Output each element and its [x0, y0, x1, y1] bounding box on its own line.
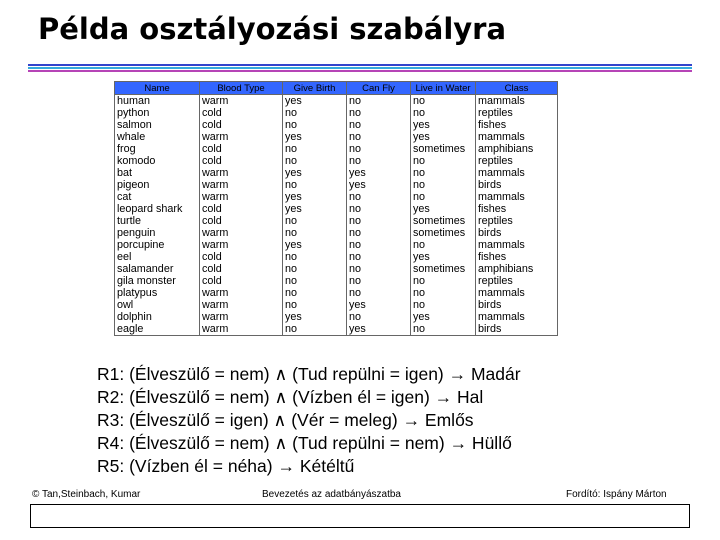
cell-class: amphibians: [476, 263, 558, 275]
cell-name: whale: [115, 131, 200, 143]
cell-class: fishes: [476, 119, 558, 131]
cell-class: birds: [476, 227, 558, 239]
cell-blood-type: warm: [200, 323, 283, 336]
cell-blood-type: warm: [200, 287, 283, 299]
table-row: [115, 323, 558, 336]
cell-live-in-water: no: [411, 299, 476, 311]
column-header-can-fly: Can Fly: [347, 82, 411, 95]
cell-give-birth: yes: [283, 95, 347, 108]
cell-name: python: [115, 107, 200, 119]
cell-name: salmon: [115, 119, 200, 131]
cell-name: eagle: [115, 323, 200, 336]
cell-class: fishes: [476, 203, 558, 215]
cell-live-in-water: sometimes: [411, 215, 476, 227]
cell-can-fly: yes: [347, 167, 411, 179]
table-row: [115, 275, 558, 287]
table-row: [115, 227, 558, 239]
cell-class: mammals: [476, 311, 558, 323]
cell-class: fishes: [476, 251, 558, 263]
cell-live-in-water: no: [411, 275, 476, 287]
rule-list: [97, 363, 521, 478]
cell-class: mammals: [476, 167, 558, 179]
rule-r1: R1: (Élveszülő = nem) ∧ (Tud repülni = igen) → Madár: [97, 364, 521, 384]
cell-give-birth: no: [283, 275, 347, 287]
table-row: [115, 263, 558, 275]
column-header-live-in-water: Live in Water: [411, 82, 476, 95]
cell-class: birds: [476, 299, 558, 311]
cell-blood-type: cold: [200, 263, 283, 275]
cell-name: komodo: [115, 155, 200, 167]
cell-give-birth: no: [283, 299, 347, 311]
cell-blood-type: cold: [200, 119, 283, 131]
table-row: [115, 155, 558, 167]
cell-class: birds: [476, 323, 558, 336]
cell-can-fly: no: [347, 131, 411, 143]
table-row: [115, 287, 558, 299]
cell-give-birth: yes: [283, 131, 347, 143]
cell-live-in-water: no: [411, 323, 476, 336]
cell-blood-type: cold: [200, 203, 283, 215]
table-row: [115, 95, 558, 108]
cell-name: porcupine: [115, 239, 200, 251]
cell-name: frog: [115, 143, 200, 155]
cell-class: reptiles: [476, 155, 558, 167]
table-row: [115, 239, 558, 251]
cell-class: reptiles: [476, 275, 558, 287]
cell-can-fly: no: [347, 107, 411, 119]
table-body: [115, 95, 558, 336]
cell-give-birth: no: [283, 215, 347, 227]
cell-can-fly: yes: [347, 323, 411, 336]
cell-live-in-water: yes: [411, 251, 476, 263]
cell-live-in-water: sometimes: [411, 143, 476, 155]
title-underline-blue: [28, 64, 692, 66]
cell-blood-type: cold: [200, 143, 283, 155]
column-header-class: Class: [476, 82, 558, 95]
cell-class: reptiles: [476, 215, 558, 227]
cell-live-in-water: no: [411, 95, 476, 108]
cell-blood-type: warm: [200, 167, 283, 179]
cell-name: eel: [115, 251, 200, 263]
cell-give-birth: no: [283, 323, 347, 336]
cell-can-fly: no: [347, 143, 411, 155]
footer-course: Bevezetés az adatbányászatba: [262, 489, 401, 500]
cell-give-birth: yes: [283, 239, 347, 251]
cell-live-in-water: yes: [411, 203, 476, 215]
cell-blood-type: warm: [200, 299, 283, 311]
cell-name: owl: [115, 299, 200, 311]
footer-translator: Fordító: Ispány Márton: [566, 489, 667, 500]
cell-class: mammals: [476, 95, 558, 108]
cell-give-birth: no: [283, 251, 347, 263]
table-header-row: [115, 82, 558, 95]
column-header-name: Name: [115, 82, 200, 95]
cell-name: dolphin: [115, 311, 200, 323]
cell-class: mammals: [476, 239, 558, 251]
cell-can-fly: no: [347, 215, 411, 227]
cell-can-fly: yes: [347, 179, 411, 191]
vertebrate-data-table: [114, 81, 558, 336]
cell-name: salamander: [115, 263, 200, 275]
cell-live-in-water: no: [411, 155, 476, 167]
cell-live-in-water: no: [411, 167, 476, 179]
rule-r2: R2: (Élveszülő = nem) ∧ (Vízben él = igen) → Hal: [97, 387, 484, 407]
cell-give-birth: no: [283, 107, 347, 119]
column-header-blood-type: Blood Type: [200, 82, 283, 95]
cell-class: amphibians: [476, 143, 558, 155]
cell-blood-type: warm: [200, 239, 283, 251]
cell-can-fly: no: [347, 203, 411, 215]
slide-title: Példa osztályozási szabályra: [38, 12, 507, 46]
table-row: [115, 167, 558, 179]
cell-give-birth: yes: [283, 167, 347, 179]
cell-live-in-water: yes: [411, 311, 476, 323]
cell-live-in-water: no: [411, 191, 476, 203]
cell-blood-type: warm: [200, 191, 283, 203]
cell-can-fly: no: [347, 191, 411, 203]
cell-name: platypus: [115, 287, 200, 299]
table-row: [115, 215, 558, 227]
cell-can-fly: no: [347, 251, 411, 263]
cell-name: bat: [115, 167, 200, 179]
cell-give-birth: yes: [283, 203, 347, 215]
table-row: [115, 191, 558, 203]
cell-live-in-water: sometimes: [411, 263, 476, 275]
cell-give-birth: yes: [283, 191, 347, 203]
cell-live-in-water: yes: [411, 119, 476, 131]
cell-name: penguin: [115, 227, 200, 239]
table-row: [115, 131, 558, 143]
footer-box: [30, 504, 690, 528]
cell-can-fly: no: [347, 287, 411, 299]
cell-live-in-water: no: [411, 287, 476, 299]
cell-class: mammals: [476, 191, 558, 203]
cell-name: gila monster: [115, 275, 200, 287]
cell-give-birth: no: [283, 155, 347, 167]
cell-blood-type: cold: [200, 215, 283, 227]
cell-can-fly: no: [347, 311, 411, 323]
cell-live-in-water: yes: [411, 131, 476, 143]
cell-give-birth: no: [283, 227, 347, 239]
cell-blood-type: cold: [200, 275, 283, 287]
table-row: [115, 107, 558, 119]
cell-live-in-water: no: [411, 179, 476, 191]
cell-blood-type: warm: [200, 131, 283, 143]
cell-class: mammals: [476, 131, 558, 143]
cell-give-birth: no: [283, 179, 347, 191]
cell-give-birth: no: [283, 119, 347, 131]
cell-can-fly: no: [347, 275, 411, 287]
cell-blood-type: cold: [200, 107, 283, 119]
footer-authors: © Tan,Steinbach, Kumar: [32, 489, 141, 500]
cell-can-fly: no: [347, 227, 411, 239]
table-row: [115, 143, 558, 155]
cell-can-fly: no: [347, 155, 411, 167]
cell-blood-type: warm: [200, 311, 283, 323]
cell-give-birth: yes: [283, 311, 347, 323]
table-row: [115, 179, 558, 191]
rule-r5: R5: (Vízben él = néha) → Kétéltű: [97, 456, 355, 476]
rule-r3: R3: (Élveszülő = igen) ∧ (Vér = meleg) → Emlős: [97, 410, 474, 430]
table-row: [115, 311, 558, 323]
cell-can-fly: no: [347, 119, 411, 131]
cell-give-birth: no: [283, 287, 347, 299]
cell-give-birth: no: [283, 143, 347, 155]
cell-can-fly: no: [347, 95, 411, 108]
table-row: [115, 299, 558, 311]
cell-name: cat: [115, 191, 200, 203]
cell-blood-type: warm: [200, 179, 283, 191]
cell-can-fly: yes: [347, 299, 411, 311]
cell-name: leopard shark: [115, 203, 200, 215]
rule-r4: R4: (Élveszülő = nem) ∧ (Tud repülni = nem) → Hüllő: [97, 433, 512, 453]
cell-name: turtle: [115, 215, 200, 227]
cell-live-in-water: no: [411, 239, 476, 251]
table-row: [115, 251, 558, 263]
table-row: [115, 203, 558, 215]
cell-name: human: [115, 95, 200, 108]
cell-can-fly: no: [347, 239, 411, 251]
cell-live-in-water: no: [411, 107, 476, 119]
title-underline-purple: [28, 70, 692, 72]
column-header-give-birth: Give Birth: [283, 82, 347, 95]
cell-give-birth: no: [283, 263, 347, 275]
cell-blood-type: warm: [200, 227, 283, 239]
table-row: [115, 119, 558, 131]
cell-class: birds: [476, 179, 558, 191]
cell-name: pigeon: [115, 179, 200, 191]
cell-class: mammals: [476, 287, 558, 299]
cell-class: reptiles: [476, 107, 558, 119]
cell-blood-type: cold: [200, 251, 283, 263]
cell-live-in-water: sometimes: [411, 227, 476, 239]
title-underline-cyan: [28, 67, 692, 69]
cell-can-fly: no: [347, 263, 411, 275]
cell-blood-type: warm: [200, 95, 283, 108]
cell-blood-type: cold: [200, 155, 283, 167]
